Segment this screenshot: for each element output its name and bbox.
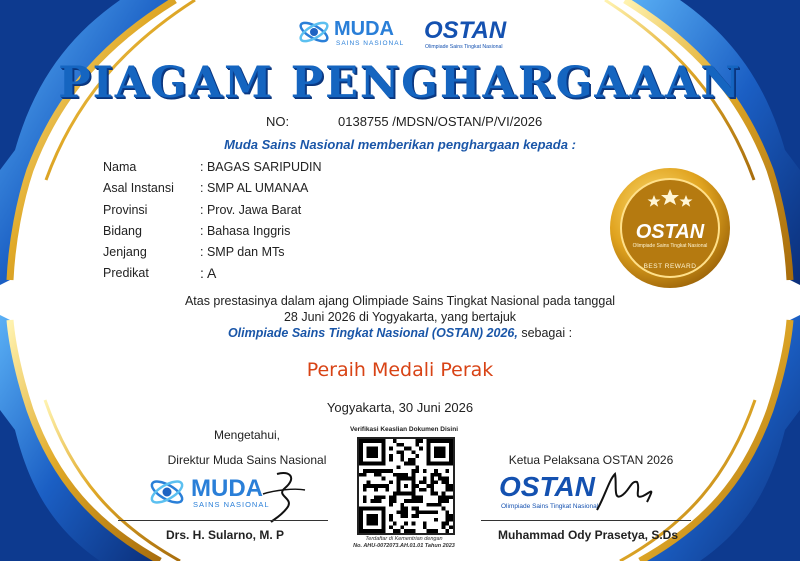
intro-text: Muda Sains Nasional memberikan penghargaan kepada :: [224, 137, 576, 152]
paragraph-line-2: 28 Juni 2026 di Yogyakarta, yang bertajuk: [283, 310, 517, 324]
field-row: [103, 224, 523, 245]
certificate-title: PIAGAM PENGHARGAAAN: [58, 58, 742, 108]
place-date: Yogyakarta, 30 Juni 2026: [326, 400, 474, 415]
paragraph-line-1: Atas prestasinya dalam ajang Olimpiade Sains Tingkat Nasional pada tanggal: [184, 294, 616, 308]
qr-footer-line-2: No. AHU-0072073.AH.01.01 Tahun 2023: [353, 543, 455, 549]
field-row: [103, 160, 523, 181]
ostan-logo-sub: Olimpiade Sains Tingkat Nasional: [425, 44, 503, 50]
field-value: : SMP AL UMANAA: [200, 181, 309, 196]
right-signature-line: [481, 520, 691, 521]
field-value: : BAGAS SARIPUDIN: [200, 160, 322, 174]
paragraph-line-3-rest: sebagai :: [517, 326, 573, 340]
signature-icon: [597, 474, 651, 510]
badge-name: OSTAN: [635, 221, 705, 243]
ostan-logo-name: OSTAN: [424, 17, 507, 44]
field-value: : SMP dan MTs: [200, 245, 285, 260]
field-label: Jenjang: [103, 245, 147, 260]
field-label: Asal Instansi: [103, 181, 174, 196]
field-label: Bidang: [103, 223, 142, 238]
muda-logo: [296, 12, 406, 52]
signature-icon: [271, 473, 291, 522]
svg-text:MUDA: MUDA: [191, 475, 263, 502]
field-row: [103, 203, 523, 224]
left-signer-title: Direktur Muda Sains Nasional: [167, 453, 327, 467]
event-name: Olimpiade Sains Tingkat Nasional (OSTAN) 2026,: [227, 326, 518, 340]
badge-sub: Olimpiade Sains Tingkat Nasional: [632, 243, 708, 249]
qr-footer-line-1: Terdaftar di Kementrian dengan: [365, 536, 443, 542]
qr-code-icon[interactable]: [357, 437, 455, 535]
number-value: 0138755 /MDSN/OSTAN/P/VI/2026: [338, 114, 543, 129]
number-label: NO:: [266, 114, 290, 129]
field-value: : Bahasa Inggris: [200, 223, 291, 238]
best-reward-badge: [607, 165, 733, 291]
right-signer-title: Ketua Pelaksana OSTAN 2026: [508, 453, 674, 467]
left-signature-line: [118, 520, 328, 521]
header-logos: [0, 8, 800, 52]
muda-stamp-logo: [145, 468, 315, 524]
ostan-logo: [424, 12, 516, 52]
right-signer-name: Muhammad Ody Prasetya, S.Ds: [497, 528, 679, 542]
achievement-paragraph: [0, 293, 800, 341]
qr-footer: [325, 536, 483, 550]
muda-logo-sub: SAINS NASIONAL: [336, 40, 405, 47]
field-row: [103, 266, 523, 287]
field-label: Nama: [103, 160, 137, 174]
qr-caption: Verifikasi Keaslian Dokumen Disini: [349, 426, 458, 433]
muda-logo-name: MUDA: [334, 18, 394, 40]
svg-text:SAINS NASIONAL: SAINS NASIONAL: [193, 500, 270, 509]
atom-icon: [296, 12, 406, 52]
field-value: : Prov. Jawa Barat: [200, 202, 302, 217]
ostan-stamp-logo: [497, 466, 677, 522]
field-value: : A: [200, 265, 217, 282]
acknowledge-label: Mengetahui,: [213, 428, 281, 442]
left-signer-name: Drs. H. Sularno, M. P: [165, 528, 285, 542]
field-row: [103, 245, 523, 266]
badge-ribbon: BEST REWARD: [643, 263, 697, 270]
recipient-fields: [103, 160, 523, 288]
field-row: [103, 181, 523, 202]
achievement-title: Peraih Medali Perak: [306, 359, 494, 381]
field-label: Predikat: [103, 266, 149, 281]
svg-text:Olimpiade Sains Tingkat Nasion: Olimpiade Sains Tingkat Nasional: [501, 503, 599, 510]
paragraph-line-3: [0, 325, 800, 341]
svg-text:OSTAN: OSTAN: [499, 471, 595, 502]
field-label: Provinsi: [103, 202, 148, 217]
